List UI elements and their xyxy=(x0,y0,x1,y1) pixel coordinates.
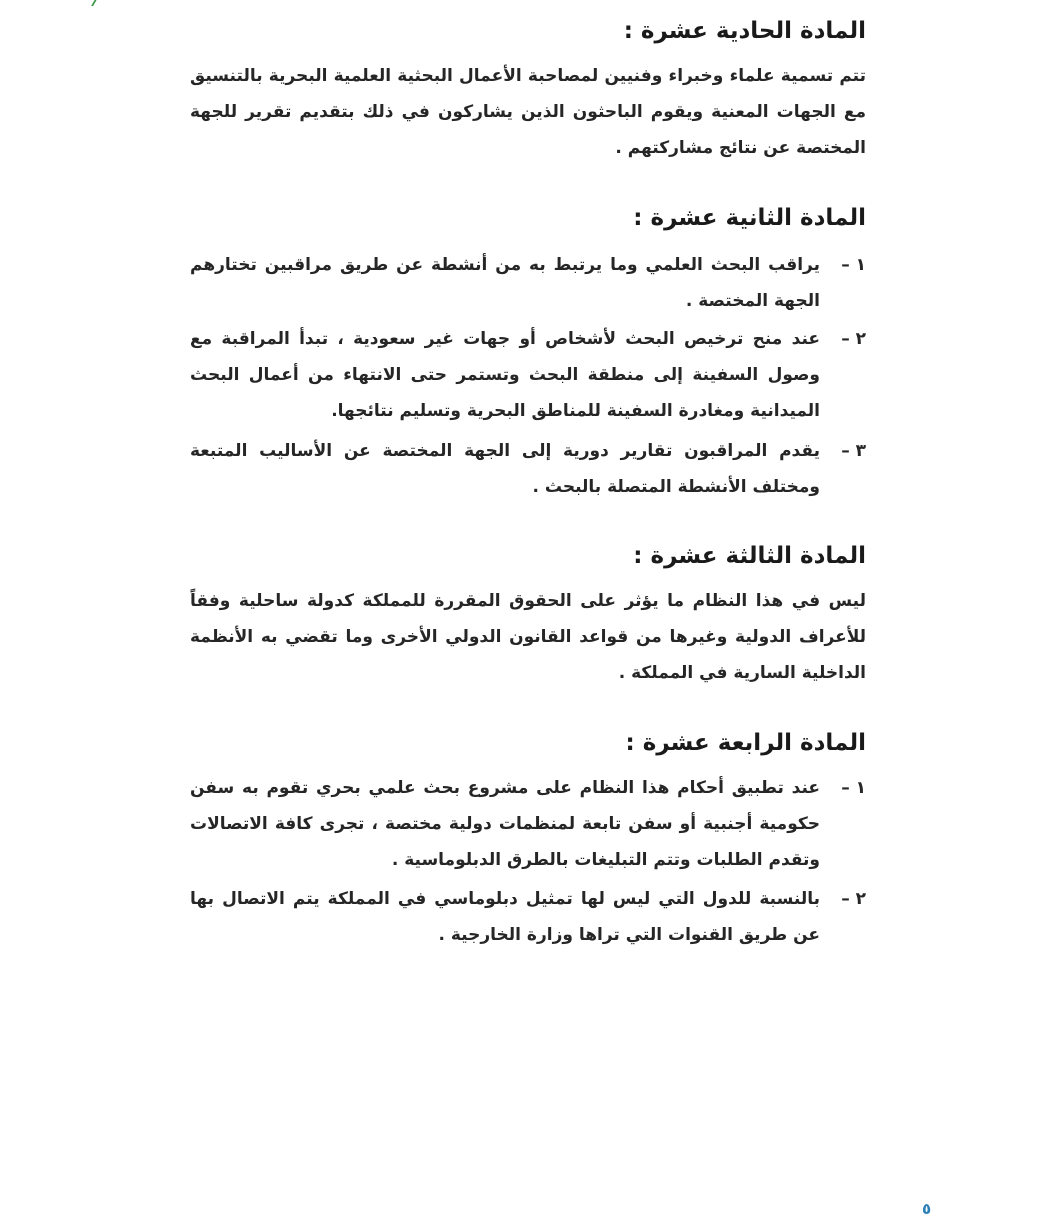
item-text: عند منح ترخيص البحث لأشخاص أو جهات غير سعودية ، تبدأ المراقبة مع وصول السفينة إلى منطقة البحث وتستمر حتى الانتهاء من أعمال البحث الميدانية ومغادرة السفينة للمناطق البحرية وتسليم نتائجها. xyxy=(190,329,820,421)
item-text: يراقب البحث العلمي وما يرتبط به من أنشطة عن طريق مراقبين تختارهم الجهة المختصة . xyxy=(190,255,820,311)
item-text: يقدم المراقبون تقارير دورية إلى الجهة المختصة عن الأساليب المتبعة ومختلف الأنشطة المتصلة بالبحث . xyxy=(190,441,820,497)
article-14-heading: المادة الرابعة عشرة : xyxy=(625,730,866,756)
item-text: بالنسبة للدول التي ليس لها تمثيل دبلوماسي في المملكة يتم الاتصال بها عن طريق القنوات التي تراها وزارة الخارجية . xyxy=(190,889,820,945)
article-11-text: تتم تسمية علماء وخبراء وفنيين لمصاحبة الأعمال البحثية العلمية البحرية بالتنسيق مع الجهات المعنية ويقوم الباحثون الذين يشاركون في ذلك بتقديم تقرير للجهة المختصة عن نتائج مشاركتهم . xyxy=(190,66,866,158)
item-number: ٣ – xyxy=(841,441,866,461)
item-number: ١ – xyxy=(841,778,866,798)
article-13-heading: المادة الثالثة عشرة : xyxy=(633,543,866,569)
item-number: ٢ – xyxy=(841,889,866,909)
article-12-item-1 xyxy=(190,247,866,319)
article-12-heading: المادة الثانية عشرة : xyxy=(633,205,866,231)
article-14-item-1 xyxy=(190,770,866,878)
article-12-item-2 xyxy=(190,321,866,429)
corner-mark xyxy=(91,0,113,6)
article-12-item-3 xyxy=(190,433,866,505)
item-number: ١ – xyxy=(841,255,866,275)
article-13-text: ليس في هذا النظام ما يؤثر على الحقوق المقررة للمملكة كدولة ساحلية وفقاً للأعراف الدولية وغيرها من قواعد القانون الدولي الأخرى وما تقضي به الأنظمة الداخلية السارية في المملكة . xyxy=(190,591,866,683)
page-number: ٥ xyxy=(922,1200,932,1218)
item-number: ٢ – xyxy=(841,329,866,349)
item-text: عند تطبيق أحكام هذا النظام على مشروع بحث علمي بحري تقوم به سفن حكومية أجنبية أو سفن تابعة لمنظمات دولية مختصة ، تجرى كافة الاتصالات وتقدم الطلبات وتتم التبليغات بالطرق الدبلوماسية . xyxy=(190,778,820,870)
article-11-heading: المادة الحادية عشرة : xyxy=(623,18,866,44)
article-14-item-2 xyxy=(190,881,866,953)
